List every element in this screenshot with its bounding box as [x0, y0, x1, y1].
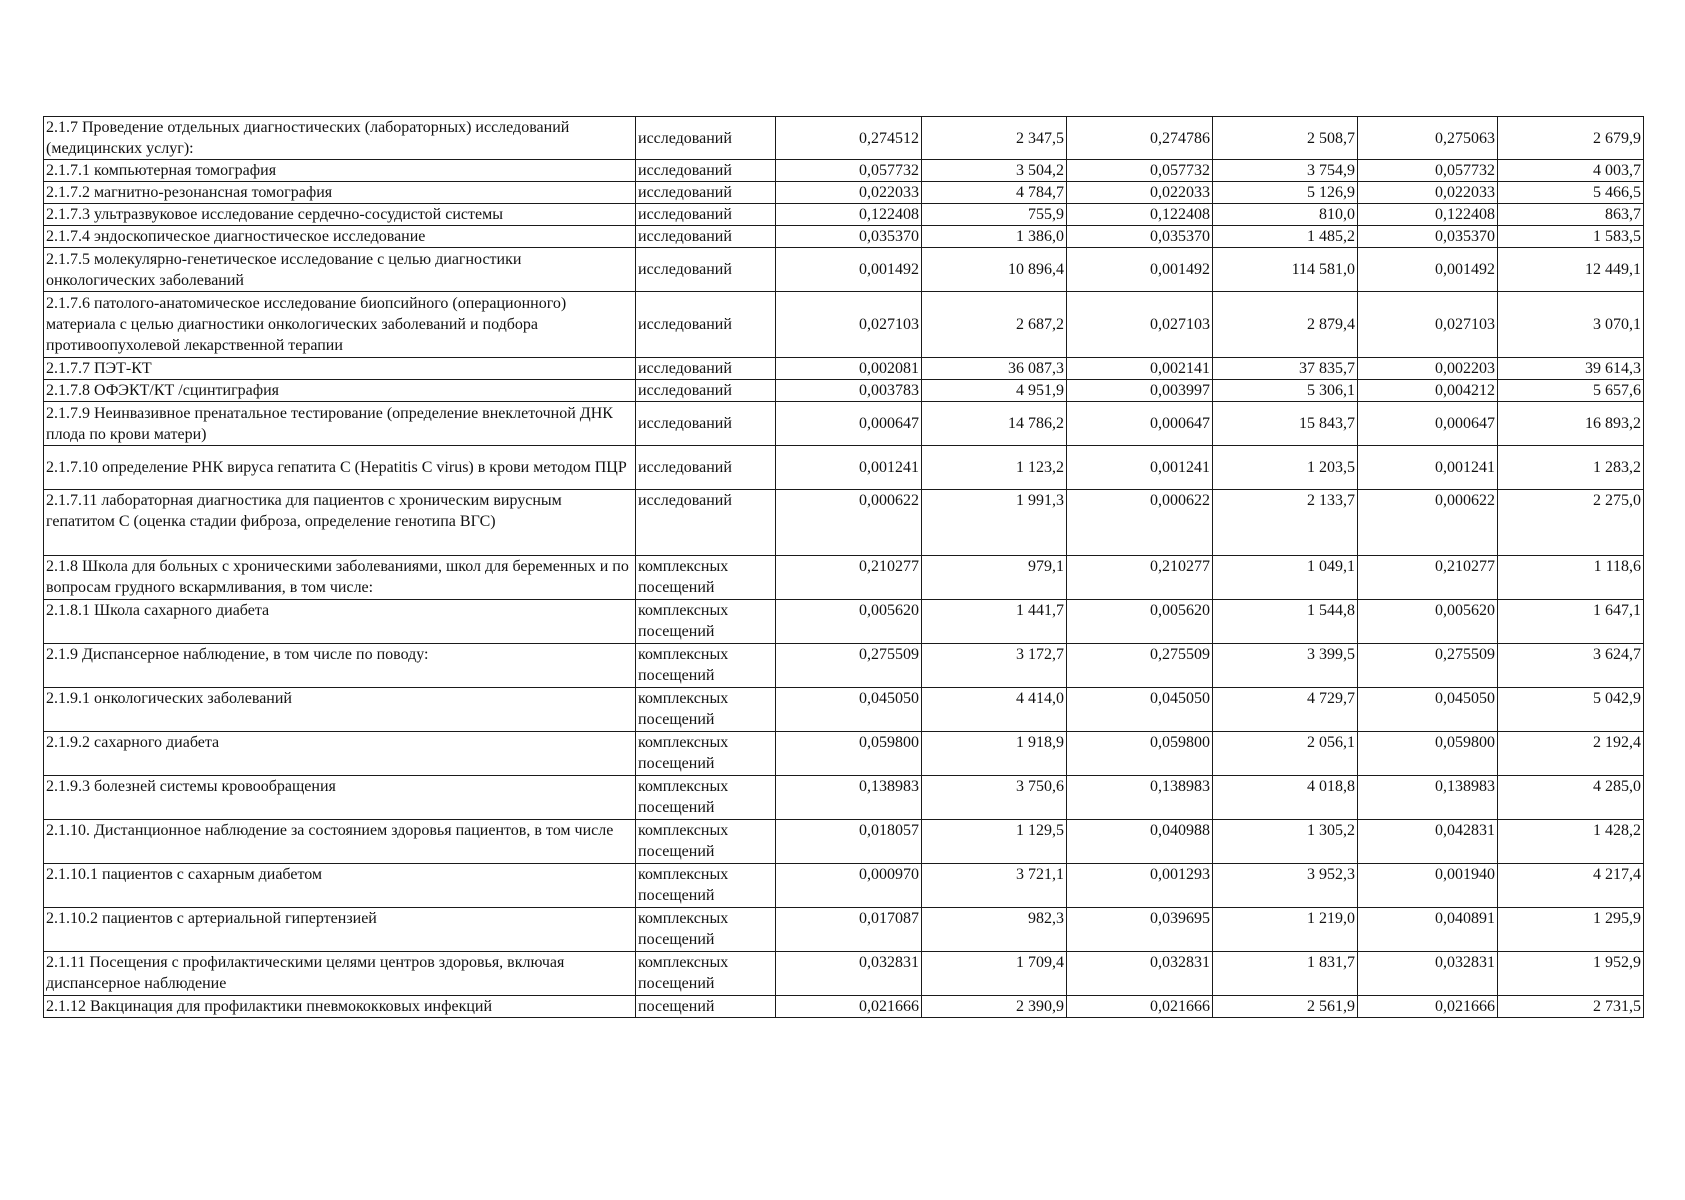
row-name-cell: 2.1.7.1 компьютерная томография	[44, 160, 636, 182]
row-value-4-cell: 4 018,8	[1213, 776, 1358, 820]
row-value-3-cell: 0,001293	[1067, 864, 1213, 908]
row-value-4-cell: 1 485,2	[1213, 226, 1358, 248]
row-value-3-cell: 0,035370	[1067, 226, 1213, 248]
row-value-4-cell: 5 126,9	[1213, 182, 1358, 204]
row-value-2-cell: 1 123,2	[922, 446, 1067, 490]
row-name-cell: 2.1.8 Школа для больных с хроническими заболеваниями, школ для беременных и по вопросам грудного вскармливания, в том числе:	[44, 556, 636, 600]
row-name-cell: 2.1.9 Диспансерное наблюдение, в том числе по поводу:	[44, 644, 636, 688]
row-unit-cell: исследований	[636, 204, 776, 226]
row-value-6-cell: 2 275,0	[1498, 490, 1644, 556]
row-value-3-cell: 0,002141	[1067, 358, 1213, 380]
row-name-cell: 2.1.7.9 Неинвазивное пренатальное тестирование (определение внеклеточной ДНК плода по крови матери)	[44, 402, 636, 446]
document-sheet	[43, 116, 1643, 1018]
row-value-2-cell: 4 784,7	[922, 182, 1067, 204]
row-value-4-cell: 15 843,7	[1213, 402, 1358, 446]
table-row	[44, 908, 1644, 952]
row-value-2-cell: 2 390,9	[922, 996, 1067, 1018]
row-name-cell: 2.1.10. Дистанционное наблюдение за состоянием здоровья пациентов, в том числе	[44, 820, 636, 864]
row-value-1-cell: 0,017087	[776, 908, 922, 952]
row-value-5-cell: 0,275063	[1358, 117, 1498, 160]
table-row	[44, 952, 1644, 996]
row-value-4-cell: 1 049,1	[1213, 556, 1358, 600]
row-value-6-cell: 5 657,6	[1498, 380, 1644, 402]
row-value-5-cell: 0,002203	[1358, 358, 1498, 380]
row-value-1-cell: 0,275509	[776, 644, 922, 688]
row-value-6-cell: 1 118,6	[1498, 556, 1644, 600]
row-value-3-cell: 0,021666	[1067, 996, 1213, 1018]
norms-table	[43, 116, 1644, 1018]
row-name-cell: 2.1.7.7 ПЭТ-КТ	[44, 358, 636, 380]
row-value-6-cell: 4 003,7	[1498, 160, 1644, 182]
table-row	[44, 600, 1644, 644]
table-row	[44, 688, 1644, 732]
row-value-2-cell: 10 896,4	[922, 248, 1067, 292]
row-value-1-cell: 0,000647	[776, 402, 922, 446]
row-value-5-cell: 0,000647	[1358, 402, 1498, 446]
row-value-5-cell: 0,059800	[1358, 732, 1498, 776]
row-name-cell: 2.1.7.10 определение РНК вируса гепатита С (Hepatitis C virus) в крови методом ПЦР	[44, 446, 636, 490]
row-unit-cell: посещений	[636, 996, 776, 1018]
row-value-3-cell: 0,122408	[1067, 204, 1213, 226]
row-value-2-cell: 979,1	[922, 556, 1067, 600]
row-value-5-cell: 0,022033	[1358, 182, 1498, 204]
row-value-1-cell: 0,027103	[776, 292, 922, 358]
row-value-6-cell: 5 042,9	[1498, 688, 1644, 732]
row-value-4-cell: 1 219,0	[1213, 908, 1358, 952]
row-value-1-cell: 0,032831	[776, 952, 922, 996]
row-value-2-cell: 1 129,5	[922, 820, 1067, 864]
row-name-cell: 2.1.10.1 пациентов с сахарным диабетом	[44, 864, 636, 908]
row-name-cell: 2.1.8.1 Школа сахарного диабета	[44, 600, 636, 644]
row-value-3-cell: 0,274786	[1067, 117, 1213, 160]
row-value-4-cell: 5 306,1	[1213, 380, 1358, 402]
row-value-4-cell: 2 508,7	[1213, 117, 1358, 160]
row-name-cell: 2.1.7.11 лабораторная диагностика для пациентов с хроническим вирусным гепатитом С (оценка стадии фиброза, определение генотипа ВГС)	[44, 490, 636, 556]
table-row	[44, 446, 1644, 490]
row-value-2-cell: 3 721,1	[922, 864, 1067, 908]
row-value-1-cell: 0,002081	[776, 358, 922, 380]
row-value-2-cell: 36 087,3	[922, 358, 1067, 380]
row-value-4-cell: 3 952,3	[1213, 864, 1358, 908]
row-value-3-cell: 0,039695	[1067, 908, 1213, 952]
row-unit-cell: комплексных посещений	[636, 952, 776, 996]
row-value-4-cell: 1 305,2	[1213, 820, 1358, 864]
row-value-5-cell: 0,275509	[1358, 644, 1498, 688]
table-row	[44, 490, 1644, 556]
row-value-3-cell: 0,210277	[1067, 556, 1213, 600]
row-value-3-cell: 0,022033	[1067, 182, 1213, 204]
row-value-1-cell: 0,018057	[776, 820, 922, 864]
row-value-2-cell: 1 991,3	[922, 490, 1067, 556]
table-row	[44, 380, 1644, 402]
row-name-cell: 2.1.7.2 магнитно-резонансная томография	[44, 182, 636, 204]
row-value-2-cell: 3 504,2	[922, 160, 1067, 182]
row-value-4-cell: 2 056,1	[1213, 732, 1358, 776]
row-value-6-cell: 1 583,5	[1498, 226, 1644, 248]
row-value-2-cell: 2 347,5	[922, 117, 1067, 160]
row-value-2-cell: 1 386,0	[922, 226, 1067, 248]
row-value-1-cell: 0,057732	[776, 160, 922, 182]
row-value-5-cell: 0,021666	[1358, 996, 1498, 1018]
row-value-6-cell: 1 283,2	[1498, 446, 1644, 490]
row-unit-cell: исследований	[636, 490, 776, 556]
row-value-3-cell: 0,001492	[1067, 248, 1213, 292]
row-value-4-cell: 4 729,7	[1213, 688, 1358, 732]
row-value-1-cell: 0,122408	[776, 204, 922, 226]
row-value-2-cell: 1 918,9	[922, 732, 1067, 776]
row-unit-cell: исследований	[636, 402, 776, 446]
row-unit-cell: комплексных посещений	[636, 556, 776, 600]
row-value-4-cell: 114 581,0	[1213, 248, 1358, 292]
row-value-2-cell: 1 441,7	[922, 600, 1067, 644]
row-value-2-cell: 4 414,0	[922, 688, 1067, 732]
row-value-1-cell: 0,001241	[776, 446, 922, 490]
row-value-1-cell: 0,035370	[776, 226, 922, 248]
row-unit-cell: исследований	[636, 380, 776, 402]
row-value-5-cell: 0,032831	[1358, 952, 1498, 996]
row-value-5-cell: 0,001241	[1358, 446, 1498, 490]
row-value-1-cell: 0,138983	[776, 776, 922, 820]
row-value-6-cell: 16 893,2	[1498, 402, 1644, 446]
row-value-3-cell: 0,045050	[1067, 688, 1213, 732]
table-row	[44, 226, 1644, 248]
row-value-3-cell: 0,001241	[1067, 446, 1213, 490]
row-value-3-cell: 0,000622	[1067, 490, 1213, 556]
row-value-4-cell: 2 879,4	[1213, 292, 1358, 358]
row-value-6-cell: 2 192,4	[1498, 732, 1644, 776]
row-name-cell: 2.1.7.4 эндоскопическое диагностическое исследование	[44, 226, 636, 248]
row-unit-cell: комплексных посещений	[636, 820, 776, 864]
row-name-cell: 2.1.7.6 патолого-анатомическое исследование биопсийного (операционного) материала с целью диагностики онкологических заболеваний и подбора противоопухолевой лекарственной терапии	[44, 292, 636, 358]
row-value-1-cell: 0,022033	[776, 182, 922, 204]
row-value-2-cell: 1 709,4	[922, 952, 1067, 996]
row-value-5-cell: 0,057732	[1358, 160, 1498, 182]
table-row	[44, 160, 1644, 182]
norms-table-body	[44, 117, 1644, 1018]
row-value-4-cell: 1 831,7	[1213, 952, 1358, 996]
row-unit-cell: исследований	[636, 248, 776, 292]
table-row	[44, 864, 1644, 908]
row-value-5-cell: 0,001940	[1358, 864, 1498, 908]
row-value-4-cell: 37 835,7	[1213, 358, 1358, 380]
row-value-4-cell: 1 203,5	[1213, 446, 1358, 490]
row-value-6-cell: 1 647,1	[1498, 600, 1644, 644]
row-value-2-cell: 982,3	[922, 908, 1067, 952]
row-value-2-cell: 14 786,2	[922, 402, 1067, 446]
row-value-1-cell: 0,021666	[776, 996, 922, 1018]
row-value-2-cell: 2 687,2	[922, 292, 1067, 358]
row-value-5-cell: 0,000622	[1358, 490, 1498, 556]
row-value-6-cell: 863,7	[1498, 204, 1644, 226]
row-value-2-cell: 755,9	[922, 204, 1067, 226]
row-unit-cell: исследований	[636, 292, 776, 358]
row-value-5-cell: 0,138983	[1358, 776, 1498, 820]
row-unit-cell: комплексных посещений	[636, 600, 776, 644]
row-unit-cell: комплексных посещений	[636, 908, 776, 952]
row-unit-cell: исследований	[636, 358, 776, 380]
row-name-cell: 2.1.9.2 сахарного диабета	[44, 732, 636, 776]
table-row	[44, 358, 1644, 380]
row-name-cell: 2.1.11 Посещения с профилактическими целями центров здоровья, включая диспансерное наблюдение	[44, 952, 636, 996]
row-name-cell: 2.1.7.5 молекулярно-генетическое исследование с целью диагностики онкологических заболеваний	[44, 248, 636, 292]
row-value-5-cell: 0,045050	[1358, 688, 1498, 732]
row-value-1-cell: 0,005620	[776, 600, 922, 644]
row-value-1-cell: 0,003783	[776, 380, 922, 402]
row-value-6-cell: 4 217,4	[1498, 864, 1644, 908]
table-row	[44, 182, 1644, 204]
row-name-cell: 2.1.7.3 ультразвуковое исследование сердечно-сосудистой системы	[44, 204, 636, 226]
row-value-6-cell: 12 449,1	[1498, 248, 1644, 292]
row-value-4-cell: 1 544,8	[1213, 600, 1358, 644]
row-value-5-cell: 0,040891	[1358, 908, 1498, 952]
row-value-6-cell: 1 428,2	[1498, 820, 1644, 864]
row-unit-cell: комплексных посещений	[636, 644, 776, 688]
table-row	[44, 117, 1644, 160]
row-value-5-cell: 0,001492	[1358, 248, 1498, 292]
row-value-6-cell: 1 952,9	[1498, 952, 1644, 996]
row-value-1-cell: 0,059800	[776, 732, 922, 776]
row-value-3-cell: 0,032831	[1067, 952, 1213, 996]
row-name-cell: 2.1.10.2 пациентов с артериальной гипертензией	[44, 908, 636, 952]
row-value-6-cell: 2 731,5	[1498, 996, 1644, 1018]
row-value-3-cell: 0,005620	[1067, 600, 1213, 644]
row-value-5-cell: 0,035370	[1358, 226, 1498, 248]
row-value-6-cell: 4 285,0	[1498, 776, 1644, 820]
row-value-3-cell: 0,027103	[1067, 292, 1213, 358]
row-value-1-cell: 0,001492	[776, 248, 922, 292]
table-row	[44, 776, 1644, 820]
row-value-6-cell: 3 624,7	[1498, 644, 1644, 688]
table-row	[44, 204, 1644, 226]
row-value-1-cell: 0,000970	[776, 864, 922, 908]
table-row	[44, 732, 1644, 776]
row-value-6-cell: 1 295,9	[1498, 908, 1644, 952]
row-value-2-cell: 3 172,7	[922, 644, 1067, 688]
row-value-5-cell: 0,122408	[1358, 204, 1498, 226]
row-unit-cell: исследований	[636, 182, 776, 204]
row-value-3-cell: 0,040988	[1067, 820, 1213, 864]
row-value-3-cell: 0,059800	[1067, 732, 1213, 776]
table-row	[44, 402, 1644, 446]
row-unit-cell: комплексных посещений	[636, 776, 776, 820]
table-row	[44, 820, 1644, 864]
row-unit-cell: комплексных посещений	[636, 732, 776, 776]
row-unit-cell: исследований	[636, 446, 776, 490]
row-unit-cell: комплексных посещений	[636, 864, 776, 908]
row-value-2-cell: 4 951,9	[922, 380, 1067, 402]
table-row	[44, 996, 1644, 1018]
row-value-5-cell: 0,005620	[1358, 600, 1498, 644]
row-unit-cell: исследований	[636, 160, 776, 182]
row-value-1-cell: 0,274512	[776, 117, 922, 160]
row-name-cell: 2.1.12 Вакцинация для профилактики пневмококковых инфекций	[44, 996, 636, 1018]
row-value-5-cell: 0,210277	[1358, 556, 1498, 600]
row-value-6-cell: 39 614,3	[1498, 358, 1644, 380]
row-value-6-cell: 2 679,9	[1498, 117, 1644, 160]
row-value-4-cell: 810,0	[1213, 204, 1358, 226]
row-value-1-cell: 0,000622	[776, 490, 922, 556]
row-value-5-cell: 0,004212	[1358, 380, 1498, 402]
row-value-4-cell: 2 133,7	[1213, 490, 1358, 556]
row-value-1-cell: 0,210277	[776, 556, 922, 600]
table-row	[44, 644, 1644, 688]
row-name-cell: 2.1.9.3 болезней системы кровообращения	[44, 776, 636, 820]
row-value-4-cell: 3 754,9	[1213, 160, 1358, 182]
row-value-3-cell: 0,000647	[1067, 402, 1213, 446]
row-value-3-cell: 0,138983	[1067, 776, 1213, 820]
row-value-5-cell: 0,027103	[1358, 292, 1498, 358]
table-row	[44, 292, 1644, 358]
table-row	[44, 556, 1644, 600]
row-value-2-cell: 3 750,6	[922, 776, 1067, 820]
row-unit-cell: исследований	[636, 226, 776, 248]
row-value-5-cell: 0,042831	[1358, 820, 1498, 864]
row-value-3-cell: 0,057732	[1067, 160, 1213, 182]
row-value-1-cell: 0,045050	[776, 688, 922, 732]
row-name-cell: 2.1.7.8 ОФЭКТ/КТ /сцинтиграфия	[44, 380, 636, 402]
row-value-6-cell: 3 070,1	[1498, 292, 1644, 358]
row-name-cell: 2.1.9.1 онкологических заболеваний	[44, 688, 636, 732]
row-value-6-cell: 5 466,5	[1498, 182, 1644, 204]
row-value-3-cell: 0,003997	[1067, 380, 1213, 402]
table-row	[44, 248, 1644, 292]
row-unit-cell: исследований	[636, 117, 776, 160]
row-unit-cell: комплексных посещений	[636, 688, 776, 732]
row-value-3-cell: 0,275509	[1067, 644, 1213, 688]
row-name-cell: 2.1.7 Проведение отдельных диагностических (лабораторных) исследований (медицинских услуг):	[44, 117, 636, 160]
row-value-4-cell: 3 399,5	[1213, 644, 1358, 688]
row-value-4-cell: 2 561,9	[1213, 996, 1358, 1018]
